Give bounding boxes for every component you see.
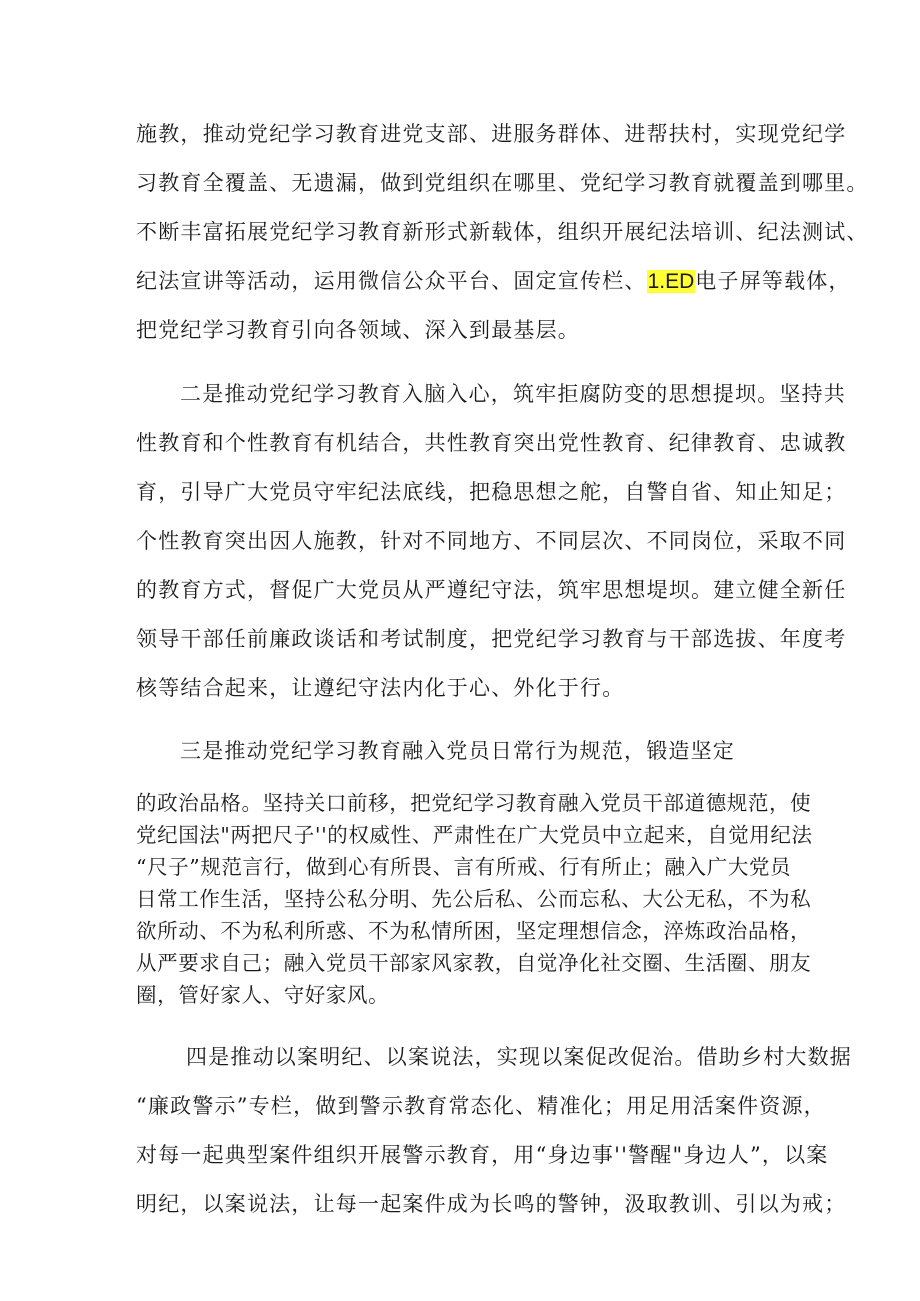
paragraph-2-line-7: 核等结合起来，让遵纪守法内化于心、外化于行。 xyxy=(136,676,625,700)
paragraph-2-line-6: 领导干部任前廉政谈话和考试制度，把党纪学习教育与干部选拔、年度考 xyxy=(136,627,847,651)
paragraph-3-line-6: 欲所动、不为私利所惑、不为私情所困，坚定理想信念，淬炼政治品格， xyxy=(136,919,812,943)
paragraph-3-line-4: “尺子”规范言行，做到心有所畏、言有所戒、行有所止；融入广大党员 xyxy=(136,855,792,879)
paragraph-1-line-3: 不断丰富拓展党纪学习教育新形式新载体，组织开展纪法培训、纪法测试、 xyxy=(136,220,869,244)
paragraph-3-line-8: 圈，管好家人、守好家风。 xyxy=(136,983,390,1007)
paragraph-4-line-3: 对每一起典型案件组织开展警示教育，用“身边事''警醒"身边人”，以案 xyxy=(136,1143,829,1167)
paragraph-2-line-4: 个性教育突出因人施教，针对不同地方、不同层次、不同岗位，采取不同 xyxy=(136,529,847,553)
paragraph-2-line-3: 育，引导广大党员守牢纪法底线，把稳思想之舵，自警自省、知止知足； xyxy=(136,480,847,504)
paragraph-4-line-2: “廉政警示”专栏，做到警示教育常态化、精准化；用足用活案件资源， xyxy=(136,1094,826,1118)
paragraph-2-line-5: 的教育方式，督促广大党员从严遵纪守法，筑牢思想堤坝。建立健全新任 xyxy=(136,578,847,602)
highlighted-text: 1.ED xyxy=(647,270,695,293)
paragraph-3-line-5: 日常工作生活，坚持公私分明、先公后私、公而忘私、大公无私，不为私 xyxy=(136,887,812,911)
paragraph-1-line-1: 施教，推动党纪学习教育进党支部、进服务群体、进帮扶村，实现党纪学 xyxy=(136,122,847,146)
paragraph-3-line-1: 三是推动党纪学习教育融入党员日常行为规范，锻造坚定 xyxy=(180,739,735,763)
paragraph-1-line-4-end: 电子屏等载体， xyxy=(695,269,851,293)
paragraph-1-line-5: 把党纪学习教育引向各领域、深入到最基层。 xyxy=(136,318,580,342)
paragraph-2-line-2: 性教育和个性教育有机结合，共性教育突出党性教育、纪律教育、忠诚教 xyxy=(136,431,847,455)
paragraph-3-line-2: 的政治品格。坚持关口前移，把党纪学习教育融入党员干部道德规范，使 xyxy=(136,791,812,815)
paragraph-3-line-3: 党纪国法"两把尺子''的权威性、严肃性在广大党员中立起来，自觉用纪法 xyxy=(136,823,813,847)
paragraph-2-line-1: 二是推动党纪学习教育入脑入心，筑牢拒腐防变的思想提坝。坚持共 xyxy=(180,382,846,406)
paragraph-1-line-2: 习教育全覆盖、无遗漏，做到党组织在哪里、党纪学习教育就覆盖到哪里。 xyxy=(136,171,869,195)
paragraph-1-line-4-start: 纪法宣讲等活动，运用微信公众平台、固定宣传栏、 xyxy=(136,269,647,293)
paragraph-4-line-1: 四是推动以案明纪、以案说法，实现以案促改促治。借助乡村大数据 xyxy=(186,1045,852,1069)
paragraph-4-line-4: 明纪，以案说法，让每一起案件成为长鸣的警钟，汲取教训、引以为戒； xyxy=(136,1192,847,1216)
paragraph-3-line-7: 从严要求自己；融入党员干部家风家教，自觉净化社交圈、生活圈、朋友 xyxy=(136,951,812,975)
paragraph-1-line-4 xyxy=(136,267,851,296)
